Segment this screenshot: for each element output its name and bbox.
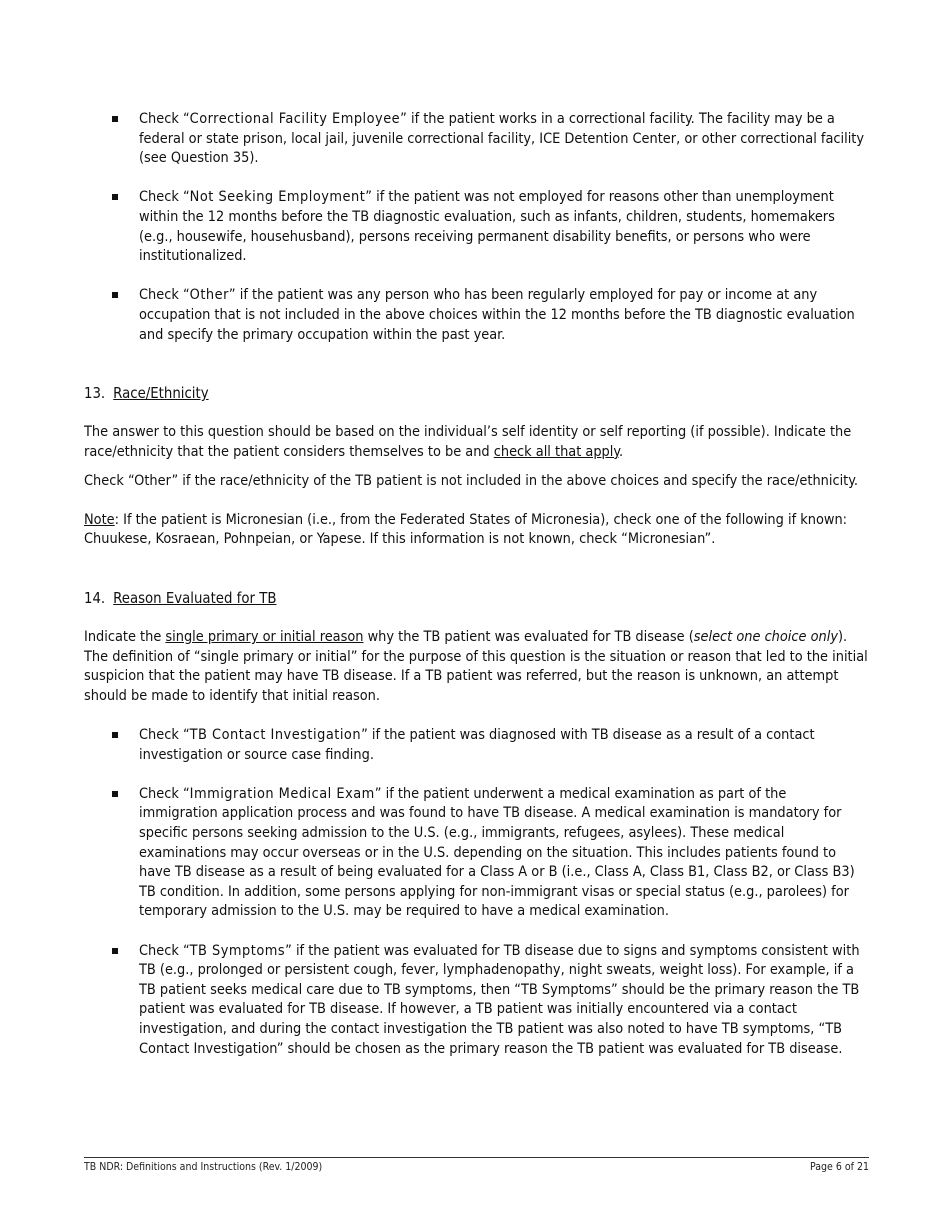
bullet-tb-contact-investigation: Check “TB Contact Investigation” if the patient was diagnosed with TB disease as a result of a contact investigation or source case finding.	[84, 726, 869, 765]
reason-intro-paragraph: Indicate the single primary or initial reason why the TB patient was evaluated for TB disease (select one choice only). The definition of “single primary or initial” for the purpose of this question is the situation or reason that led to the initial suspicion that the patient may have TB disease. If a TB patient was referred, but the reason is unknown, an attempt should be made to identify that initial reason.	[84, 629, 868, 704]
race-other-paragraph: Check “Other” if the race/ethnicity of the TB patient is not included in the above choices and specify the race/ethnicity.	[84, 472, 858, 489]
bullet-correctional-facility-employee: Check “Correctional Facility Employee” if the patient works in a correctional facility. The facility may be a federal or state prison, local jail, juvenile correctional facility, ICE Detention Center, or other correctional facility (see Question 35).	[84, 110, 869, 169]
square-bullet-icon	[112, 791, 118, 797]
square-bullet-icon	[112, 732, 118, 738]
document-page	[84, 110, 869, 1079]
footer-page-number: Page 6 of 21	[810, 1161, 869, 1173]
bullet-not-seeking-employment: Check “Not Seeking Employment” if the patient was not employed for reasons other than unemployment within the 12 months before the TB diagnostic evaluation, such as infants, children, students, homemakers (e.g., housewife, househusband), persons receiving permanent disability benefits, or persons who were institutionalized.	[84, 188, 869, 266]
bullet-other-occupation: Check “Other” if the patient was any person who has been regularly employed for pay or income at any occupation that is not included in the above choices within the 12 months before the TB diagnostic evaluation and specify the primary occupation within the past year.	[84, 286, 869, 345]
square-bullet-icon	[112, 292, 118, 298]
square-bullet-icon	[112, 948, 118, 954]
occupation-bullet-list	[84, 110, 869, 345]
section-14-heading: 14. Reason Evaluated for TB	[84, 589, 277, 607]
square-bullet-icon	[112, 194, 118, 200]
section-13-heading: 13. Race/Ethnicity	[84, 385, 209, 403]
square-bullet-icon	[112, 116, 118, 122]
section-14-title: Reason Evaluated for TB	[113, 589, 277, 607]
bullet-tb-symptoms: Check “TB Symptoms” if the patient was evaluated for TB disease due to signs and symptoms consistent with TB (e.g., prolonged or persistent cough, fever, lymphadenopathy, night sweats, weight loss). For example, if a TB patient seeks medical care due to TB symptoms, then “TB Symptoms” should be the primary reason the TB patient was evaluated for TB disease. If however, a TB patient was initially encountered via a contact investigation, and during the contact investigation the TB patient was also noted to have TB symptoms, “TB Contact Investigation” should be chosen as the primary reason the TB patient was evaluated for TB disease.	[84, 942, 869, 1060]
section-13-title: Race/Ethnicity	[113, 385, 209, 403]
footer-document-title: TB NDR: Definitions and Instructions (Rev. 1/2009)	[84, 1161, 323, 1173]
bullet-immigration-medical-exam: Check “Immigration Medical Exam” if the patient underwent a medical examination as part of the immigration application process and was found to have TB disease. A medical examination is mandatory for specific persons seeking admission to the U.S. (e.g., immigrants, refugees, asylees). These medical examinations may occur overseas or in the U.S. depending on the situation. This includes patients found to have TB disease as a result of being evaluated for a Class A or B (i.e., Class A, Class B1, Class B2, or Class B3) TB condition. In addition, some persons applying for non-immigrant visas or special status (e.g., parolees) for temporary admission to the U.S. may be required to have a medical examination.	[84, 785, 869, 922]
micronesian-note: Note: If the patient is Micronesian (i.e., from the Federated States of Micronesia), check one of the following if known: Chuukese, Kosraean, Pohnpeian, or Yapese. If this information is not known, check “Micronesian”.	[84, 511, 848, 548]
race-instructions-paragraph: The answer to this question should be based on the individual’s self identity or self reporting (if possible). Indicate the race/ethnicity that the patient considers themselves to be and check all that apply.	[84, 424, 852, 460]
page-footer	[84, 1157, 869, 1174]
reason-bullet-list	[84, 726, 869, 1059]
